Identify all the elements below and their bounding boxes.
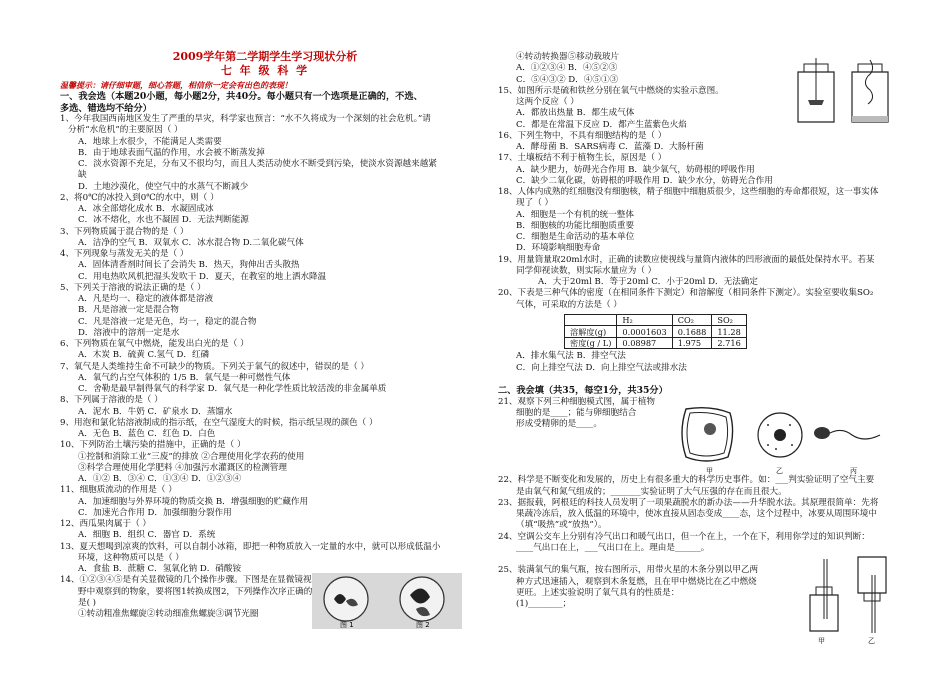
tip-text: 温馨提示：请仔细审题，细心答题，相信你一定会有出色的表现！: [60, 80, 292, 90]
question-line: 野中观察到的物象，要将图1转换成图2，下列操作次序正确的: [78, 586, 313, 597]
question-line: 现了（ ）: [516, 198, 554, 209]
question-line: A．无色 B．蓝色 C．红色 D．白色: [78, 429, 216, 439]
question-line: 17、土壤板结不利于植物生长，原因是（ ）: [498, 153, 667, 164]
question-line: C．冰不熔化，水也不凝固 D．无法判断能源: [78, 215, 249, 226]
gas-property-table: [564, 314, 747, 350]
question-line: 20、下表是三种气体的密度（在相同条件下测定）和溶解度（相同条件下测定）。实验室要收集SO₂: [498, 288, 874, 299]
question-line: D．土地沙漠化，使空气中的水蒸气不断减少: [78, 181, 249, 192]
question-line: 10、下列防治土壤污染的措施中，正确的是（ ）: [60, 440, 246, 451]
question-line: A．食盐 B．蔗糖 C．氢氧化钠 D．硝酸铵: [78, 564, 242, 574]
question-line: A．固体清香剂时间长了会消失 B．热天，狗伸出舌头散热: [78, 260, 300, 271]
question-line: 7、氧气是人类维持生命不可缺少的物质。下列关于氧气的叙述中，错误的是（ ）: [60, 361, 369, 372]
question-line: 同学仰视读数，则实际水量应为（ ）: [516, 265, 657, 276]
question-line: A．都放出热量 B．都生成气体: [516, 108, 635, 119]
oxygen-bottles-figure: [800, 555, 900, 645]
question-line: A．酵母菌 B．SARS病毒 C．蓝藻 D．大肠杆菌: [516, 142, 704, 152]
bottle-label-jia: 甲: [818, 637, 825, 645]
table-cell: 0.1688: [672, 326, 712, 338]
question-line: 25、装满氧气的集气瓶，按右图所示，用带火星的木条分别以甲乙两: [498, 565, 759, 576]
bottle-label-yi: 乙: [868, 637, 875, 645]
question-line: D．溶液中的溶剂一定是水: [78, 327, 180, 338]
question-line: 16、下列生物中，不具有细胞结构的是（ ）: [498, 130, 667, 141]
question-line: A．大于20ml B．等于20ml C．小于20ml D．无法确定: [538, 277, 758, 287]
question-line: C．加速光合作用 D．加强细胞分裂作用: [78, 507, 232, 518]
question-line: A．细胞 B．组织 C．器官 D．系统: [78, 530, 216, 541]
question-line: 更旺。上述实验说明了氧气具有的性质是：: [516, 587, 680, 598]
table-cell: 0.0001603: [617, 326, 672, 338]
question-line: A．洁净的空气 B．双氧水 C．冰水混合物 D.二氧化碳气体: [78, 237, 304, 248]
right-column: [498, 52, 898, 610]
question-line: 24、空调公交车上分别有冷气出口和暖气出口，但一个在上，一个在下，利用你学过的知识判断：: [498, 531, 870, 542]
question-line: 14、①②③④⑤是有关显微镜的几个操作步骤。下图是在显微镜视: [60, 575, 312, 586]
question-line: 21、观察下列三种细胞模式图，属于植物: [498, 396, 656, 407]
table-cell: 1.975: [672, 337, 712, 349]
question-line: 一、我会选（本题20小题，每小题2分，共40分。每小题只有一个选项是正确的，不选、: [60, 91, 423, 102]
question-line: 是( ): [78, 597, 97, 608]
question-line: B．凡是溶液一定是混合物: [78, 305, 179, 316]
page-title: 2009学年第二学期学生学习现状分析: [172, 50, 358, 63]
collecting-bottle-icon: [800, 555, 900, 645]
question-line: 8、下列属于溶液的是（ ）: [60, 395, 163, 406]
question-line: A．冰全部熔化成水 B．水凝固成冰: [78, 204, 214, 214]
table-cell: [565, 314, 617, 326]
question-line: 15、如图所示是硫和铁丝分别在氧气中燃烧的实验示意图。: [498, 85, 724, 96]
table-cell: 溶解度(g): [565, 326, 617, 338]
question-line: C．淡水资源不充足，分布又不很均匀，而且人类活动使水不断受到污染，使淡水资源越来越紧: [78, 159, 437, 169]
question-line: ③科学合理使用化学肥料 ④加强污水灌溉区的检测管理: [78, 462, 287, 473]
question-line: C．缺少二氧化碳，妨碍根的呼吸作用 D．缺少水分，妨碍光合作用: [516, 175, 773, 186]
question-line: C．舍勒是最早制得氧气的科学家 D．氧气是一种化学性质比较活泼的非金属单质: [78, 384, 387, 394]
question-line: A．加速细胞与外界环境的物质交换 B．增强细胞的贮藏作用: [78, 496, 309, 507]
question-line: 3、下列物质属于混合物的是（ ）: [60, 226, 189, 237]
left-questions: [60, 91, 470, 620]
cell-label-yi: 乙: [776, 467, 783, 475]
question-line: ①控制和消除工业“三废”的排放 ②合理使用化学农药的使用: [78, 451, 305, 462]
question-line: 12、西瓜果肉属于（ ）: [60, 519, 152, 529]
question-line: B．由于地球表面气温的作用，水会被不断蒸发掉: [78, 147, 265, 158]
question-line: A．泥水 B．牛奶 C．矿泉水 D．蒸馏水: [78, 406, 233, 417]
question-line: 13、夏天想喝到凉爽的饮料，可以自制小冰箱，即把一种物质放入一定量的水中，就可以形成低温小: [60, 541, 441, 552]
cell-model-icon: [672, 405, 887, 475]
table-cell: SO₂: [712, 314, 746, 326]
question-line: A．排水集气法 B．排空气法: [516, 351, 626, 362]
question-line: 形成受精卵的是____。: [516, 419, 602, 429]
question-line: 6、下列物质在氧气中燃烧，能发出白光的是（ ）: [60, 339, 249, 349]
question-line: 11、细胞质流动的作用是（ ）: [60, 485, 177, 496]
question-line: (1)________；: [516, 599, 572, 609]
table-cell: H₂: [617, 314, 672, 326]
question-line: 多选、错选均不给分）: [60, 102, 152, 114]
microscope-figure: [312, 573, 462, 629]
question-line: 二、我会填（共35，每空1分，共35分）: [498, 385, 668, 396]
question-line: 1、今年我国西南地区发生了严重的旱灾，科学家也预言：“水不久将成为一个深刻的社会危机。”请: [60, 114, 431, 124]
cells-figure: [672, 405, 887, 475]
question-line: 23、据报载，阿根廷的科技人员发明了一项果蔬脱水的新办法——升华脱水法。其原理很简单：先将: [498, 497, 879, 508]
combustion-figure: [790, 58, 900, 128]
question-line: C．⑤④③② D．④⑤①③: [516, 74, 619, 85]
page-subtitle: 七 年 级 科 学: [220, 64, 310, 77]
question-line: 种方式迅速插入，观察到木条复燃，且在甲中燃烧比在乙中燃烧: [516, 576, 757, 587]
question-line: ④转动转换器⑤移动载玻片: [516, 52, 620, 62]
question-line: 5、下列关于溶液的说法正确的是（ ）: [60, 282, 206, 293]
question-line: 细胞的是____；能与卵细胞结合: [516, 407, 637, 418]
question-line: [498, 374, 898, 385]
question-line: 2、将0℃的冰投入到0℃的水中，则（ ）: [60, 192, 219, 203]
figure2-label: 图 2: [416, 621, 430, 629]
table-cell: 0.08987: [617, 337, 672, 349]
table-row: [565, 326, 747, 338]
question-line: ____气出口在上，___气出口在上。理由是______。: [516, 542, 710, 553]
question-line: A．缺少肥力，妨碍光合作用 B．缺少氧气，妨碍根的呼吸作用: [516, 164, 755, 175]
table-cell: CO₂: [672, 314, 712, 326]
question-line: D．环境影响细胞寿命: [516, 243, 601, 254]
gas-jar-icon: [790, 58, 900, 128]
question-line: 4、下列现象与蒸发无关的是（ ）: [60, 249, 189, 259]
table-header-row: [565, 314, 747, 326]
cell-label-jia: 甲: [706, 467, 713, 475]
table-cell: 2.716: [712, 337, 746, 349]
question-line: B．细胞核的功能比细胞质重要: [516, 220, 635, 231]
question-line: 缺: [78, 170, 87, 181]
question-line: ①转动粗准焦螺旋②转动细准焦螺旋③调节光圈: [78, 609, 259, 619]
left-column: [60, 50, 470, 620]
question-line: （填“吸热”或“放热”）。: [516, 520, 607, 531]
table-cell: 11.28: [712, 326, 746, 338]
table-cell: 密度(g / L): [565, 337, 617, 349]
cell-label-bing: 丙: [850, 467, 857, 475]
question-line: 气体，可采取的方法是（ ）: [516, 299, 622, 310]
question-line: 18、人体内成熟的红细胞没有细胞核，精子细胞中细胞质很少，这些细胞的寿命都很短，这一事实体: [498, 187, 879, 197]
question-line: C．细胞是生命活动的基本单位: [516, 232, 635, 242]
question-line: A．①② B．③④ C．①③④ D．①②③④: [78, 474, 242, 484]
question-line: A．木炭 B．硫黄 C.氢气 D．红磷: [78, 350, 210, 361]
question-line: 分析“水危机”的主要原因（ ）: [68, 125, 183, 136]
question-line: A．细胞是一个有机的统一整体: [516, 209, 634, 220]
question-line: 是由氧气和氮气组成的；_______实验证明了大气压强的存在而且很大。: [516, 486, 787, 497]
question-line: A．氧气约占空气体积的 1/5 B．氧气是一种可燃性气体: [78, 372, 291, 383]
microscope-view-icon: [312, 573, 462, 629]
question-line: 这两个反应（ ）: [516, 97, 579, 107]
question-line: C．都是在常温下反应 D．都产生蓝紫色火焰: [516, 119, 687, 130]
question-line: 22、科学是不断变化和发展的，历史上有很多重大的科学历史事件。如：___判实验证明了空气主要: [498, 475, 875, 486]
question-line: C．凡是溶液一定是无色，均一，稳定的混合物: [78, 316, 257, 327]
question-line: A．凡是均一、稳定的液体都是溶液: [78, 294, 214, 304]
question-line: A．地球上水很少，不能满足人类需要: [78, 136, 222, 147]
question-line: 环境，这种物质可以是（ ）: [78, 552, 184, 563]
question-line: C．用电热吹风机把湿头发吹干 D．夏天，在教室的地上洒水降温: [78, 271, 327, 282]
figure1-label: 图 1: [340, 621, 354, 629]
table-row: [565, 337, 747, 349]
question-line: 9、用泡和氯化钴溶液制成的指示纸，在空气湿度大的时候，指示纸呈现的颜色（ ）: [60, 417, 378, 428]
question-line: 果蔬冷冻后，放入低温的环境中，使冰直接从固态变成____态，这个过程中，冰要从周围环境中: [516, 509, 877, 519]
question-line: A．①②③④ B．④⑤②③: [516, 63, 618, 74]
question-line: C．向上排空气法 D．向上排空气法或排水法: [516, 362, 687, 373]
question-line: 19、用量筒量取20ml水时，正确的读数应使视线与量筒内液体的凹形液面的最低处保持水平。若某: [498, 254, 875, 265]
